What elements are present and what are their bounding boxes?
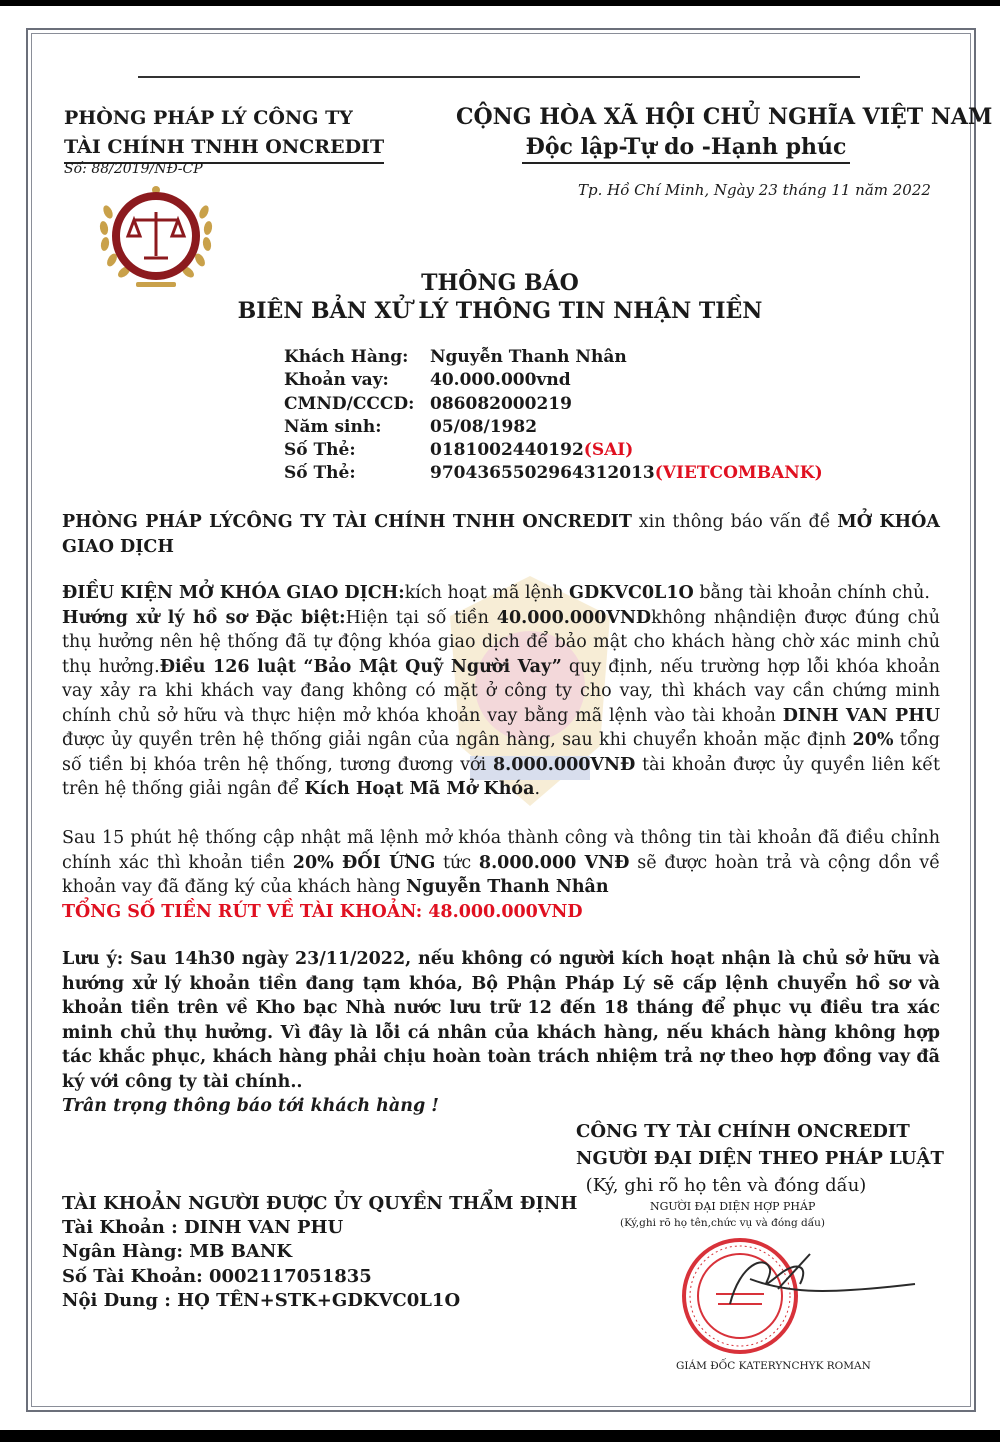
nation-line-2: Độc lập-Tự do -Hạnh phúc	[522, 132, 851, 164]
total-withdraw: TỔNG SỐ TIỀN RÚT VỀ TÀI KHOẢN: 48.000.000VND	[62, 901, 583, 922]
national-motto	[456, 102, 993, 164]
info-note: (VIETCOMBANK)	[654, 463, 823, 484]
account-name: Tài Khoản : DINH VAN PHU	[62, 1217, 344, 1239]
special-text: .	[534, 779, 541, 799]
special-text: không nhậndiện được đúng chủ thụ hưởng nên hệ thống đã tự động khóa giao dịch để bảo mật cho khách hàng chờ xác minh chủ thụ hưởng.	[62, 607, 940, 677]
info-row	[284, 346, 823, 369]
small-rep-label: NGƯỜI ĐẠI DIỆN HỢP PHÁP	[650, 1200, 816, 1213]
activation-phrase: Kích Hoạt Mã Mở Khóa	[304, 779, 535, 799]
special-text: quy định, nếu trường hợp lỗi khóa khoản vay xảy ra khi khách vay đang không có mặt ở công ty cho vay, thì khách vay cần chứng minh chính chủ sở hữu và thực hiện mở khóa khoản vay bằng mã lệnh vào tài khoản	[62, 656, 941, 726]
director-name: GIÁM ĐỐC KATERYNCHYK ROMAN	[676, 1360, 871, 1372]
condition-paragraph	[62, 581, 940, 802]
intro-topic: MỞ KHÓA GIAO DỊCH	[62, 512, 940, 557]
info-label: Năm sinh:	[284, 416, 382, 437]
info-value: 0181002440192	[430, 440, 584, 461]
refund-text: sẽ được hoàn trả và cộng dồn về khoản vay đã đăng ký của khách hàng	[62, 852, 940, 897]
info-label: Khách Hàng:	[284, 347, 409, 367]
refund-percent: 20% ĐỐI ỨNG	[292, 852, 436, 873]
closing-line: Trân trọng thông báo tới khách hàng !	[62, 1096, 439, 1116]
info-value: 9704365502964312013	[430, 463, 655, 484]
account-holder-name: DINH VAN PHU	[782, 705, 940, 726]
info-label: Khoản vay:	[284, 370, 389, 391]
command-code: GDKVC0L1O	[569, 583, 694, 603]
special-label: Hướng xử lý hồ sơ Đặc biệt:	[62, 607, 346, 628]
notice-title: THÔNG BÁO	[421, 270, 579, 296]
document-sheet	[0, 6, 1000, 1430]
info-note: (SAI)	[583, 440, 634, 461]
org-header	[64, 104, 384, 164]
account-content: Nội Dung : HỌ TÊN+STK+GDKVC0L1O	[62, 1289, 461, 1311]
info-value: Nguyễn Thanh Nhân	[430, 347, 627, 367]
info-label: CMND/CCCD:	[284, 393, 415, 414]
info-row	[284, 369, 823, 392]
info-value: 40.000.000vnd	[430, 370, 571, 391]
percent-value: 20%	[852, 730, 894, 750]
intro-paragraph	[62, 510, 940, 559]
condition-text: bằng tài khoản chính chủ.	[693, 583, 930, 603]
special-text: được ủy quyền trên hệ thống giải ngân của ngân hàng, sau khi chuyển khoản mặc định	[62, 730, 853, 750]
info-row	[284, 416, 823, 439]
special-text: Hiện tại số tiền	[345, 607, 497, 628]
sign-instruction: (Ký, ghi rõ họ tên và đóng dấu)	[585, 1175, 867, 1196]
org-line-1: PHÒNG PHÁP LÝ CÔNG TY	[64, 107, 353, 129]
intro-org: PHÒNG PHÁP LÝCÔNG TY TÀI CHÍNH TNHH ONCREDIT	[62, 512, 632, 532]
small-instruction: (Ký,ghi rõ họ tên,chức vụ và đóng dấu)	[620, 1217, 826, 1229]
customer-info	[284, 346, 823, 486]
red-seal-stamp	[660, 1234, 920, 1359]
info-label: Số Thẻ:	[284, 440, 356, 461]
customer-name: Nguyễn Thanh Nhân	[406, 877, 609, 897]
authorized-account	[62, 1192, 577, 1313]
org-line-2: TÀI CHÍNH TNHH ONCREDIT	[64, 133, 384, 164]
note-paragraph	[62, 947, 940, 1119]
account-number: Số Tài Khoản: 0002117051835	[62, 1265, 372, 1287]
refund-amount: 8.000.000 VNĐ	[478, 852, 630, 873]
special-text: tổng số tiền bị khóa trên hệ thống, tương đương với	[62, 730, 940, 775]
condition-text: kích hoạt mã lệnh	[404, 583, 570, 603]
info-value: 05/08/1982	[430, 416, 538, 437]
note-text: Lưu ý: Sau 14h30 ngày 23/11/2022, nếu không có người kích hoạt nhận là chủ sở hữu và hướng xử lý khoản tiền đang tạm khóa, Bộ Phận Pháp Lý sẽ cấp lệnh chuyển hồ sơ và khoản tiền trên về Kho bạc Nhà nước lưu trữ 12 đến 18 tháng để phục vụ điều tra xác minh chủ thụ hưởng. Vì đây là lỗi cá nhân của khách hàng, nếu khách hàng không hợp tác khắc phục, khách hàng phải chịu hoàn toàn trách nhiệm trả nợ theo hợp đồng vay đã ký với công ty tài chính..	[62, 949, 940, 1092]
sign-company: CÔNG TY TÀI CHÍNH ONCREDIT	[576, 1121, 910, 1142]
special-text: tài khoản được ủy quyền liên kết trên hệ thống giải ngân để	[62, 754, 940, 799]
info-row	[284, 439, 823, 462]
locked-amount: 40.000.000VND	[496, 607, 652, 628]
condition-label: ĐIỀU KIỆN MỞ KHÓA GIAO DỊCH:	[62, 583, 405, 603]
account-bank: Ngân Hàng: MB BANK	[62, 1241, 292, 1263]
transfer-amount: 8.000.000VNĐ	[493, 754, 636, 775]
info-value: 086082000219	[430, 393, 572, 414]
nation-line-1: CỘNG HÒA XÃ HỘI CHỦ NGHĨA VIỆT NAM	[456, 104, 993, 130]
law-reference: Điều 126 luật “Bảo Mật Quỹ Người Vay”	[159, 656, 562, 677]
intro-text: xin thông báo vấn đề	[631, 512, 838, 532]
info-label: Số Thẻ:	[284, 463, 356, 484]
refund-paragraph	[62, 826, 940, 924]
refund-text: Sau 15 phút hệ thống cập nhật mã lệnh mở khóa thành công và thông tin tài khoản đã điều chỉnh chính xác thì khoản tiền	[62, 828, 940, 873]
info-row	[284, 462, 823, 485]
notice-subtitle: BIÊN BẢN XỬ LÝ THÔNG TIN NHẬN TIỀN	[237, 298, 763, 324]
signature-heading	[576, 1118, 944, 1199]
top-rule	[138, 76, 860, 78]
info-row	[284, 393, 823, 416]
place-date: Tp. Hồ Chí Minh, Ngày 23 tháng 11 năm 2022	[578, 181, 931, 199]
refund-text: tức	[435, 852, 479, 873]
account-heading: TÀI KHOẢN NGƯỜI ĐƯỢC ỦY QUYỀN THẨM ĐỊNH	[62, 1193, 578, 1214]
sign-rep: NGƯỜI ĐẠI DIỆN THEO PHÁP LUẬT	[576, 1148, 944, 1169]
doc-number: Số: 88/2019/NĐ-CP	[64, 161, 203, 177]
